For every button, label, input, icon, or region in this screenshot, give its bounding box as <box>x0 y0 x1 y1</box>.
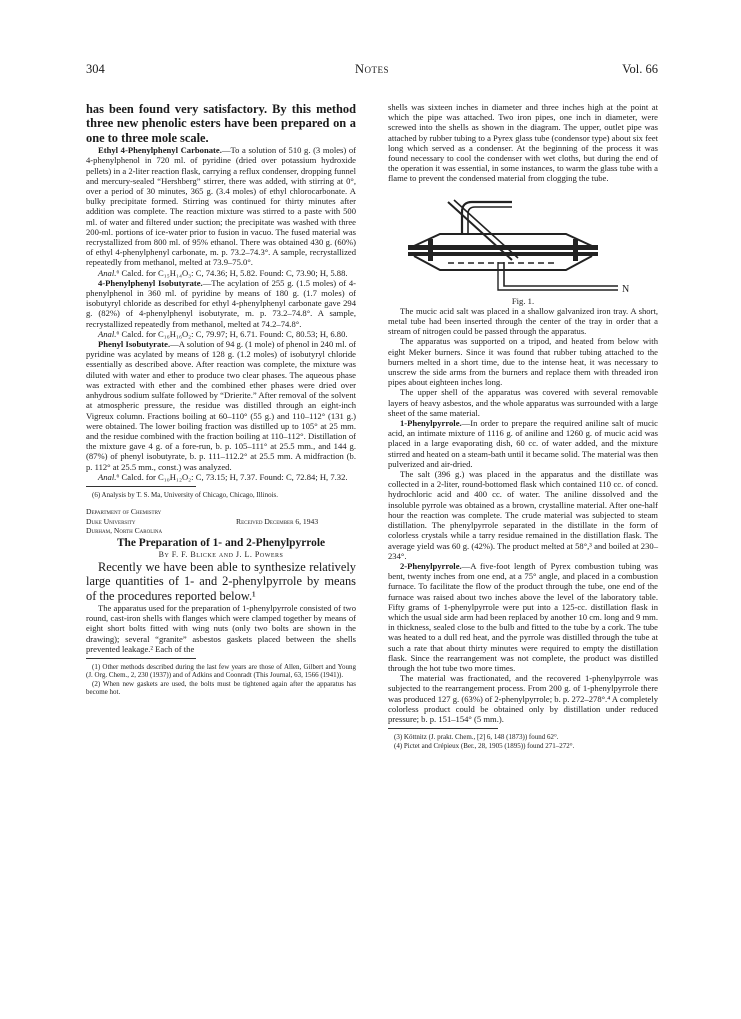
apparatus-diagram <box>388 190 658 296</box>
diagonal-tube <box>448 202 512 260</box>
page-number: 304 <box>86 62 105 76</box>
paragraph-text: ⁶ Calcd. for C₁₅H₁₄O₃: C, 74.36; H, 5.82. Found: C, 73.90; H, 5.88. <box>116 267 348 278</box>
analysis-label: Anal. <box>98 471 117 482</box>
address-line: Duke University <box>86 516 136 526</box>
paragraph-text: ⁶ Calcd. for C₁₀H₁₂O₂: C, 73.15; H, 7.37. Found: C, 72.84; H, 7.32. <box>116 471 348 482</box>
analysis-label: Anal. <box>98 328 117 339</box>
page-header <box>86 62 658 78</box>
volume-label: Vol. 66 <box>622 62 658 76</box>
nitrogen-label: N <box>622 283 630 295</box>
article-authors: By F. F. Blicke and J. L. Powers <box>158 549 284 559</box>
flange <box>408 245 598 250</box>
paragraph: The apparatus used for the preparation of 1-phenylpyrrole consisted of two round, cast-iron shells with flanges which were clamped together by means of eight short bolts fitted with wing nuts (only two bolts are shown in the drawing); several “granite” asbestos gaskets placed between the shells prevented leakage.² Each of the <box>86 602 356 654</box>
run-in-heading: Ethyl 4-Phenylphenyl Carbonate. <box>98 145 222 156</box>
article-title: The Preparation of 1- and 2-Phenylpyrrole <box>116 536 326 549</box>
analysis-paragraph <box>86 268 356 278</box>
paragraph: The mucic acid salt was placed in a shallow galvanized iron tray. A short, metal tube had been inserted through the center of the tray in order that a stream of nitrogen could be passed through the apparatus. <box>388 305 658 337</box>
address-block <box>86 507 356 535</box>
address-line: Department of Chemistry <box>86 507 162 517</box>
analysis-paragraph <box>86 472 356 482</box>
paragraph: The salt (396 g.) was placed in the apparatus and the distillate was collected in a 2-liter, round-bottomed flask which contained 110 cc. of concd. hydrochloric acid and 400 cc. of water. The aniline dissolved and the insoluble pyrrole was obtained as a brown, crystalline material. After one-half hour the reaction was complete. The crude material was subjected to steam distillation. The phenylpyrrole separated in the distillate in the form of colorless crystals while a tarry residue remained in the distillation flask. The average yield was 60 g. (42%). The product melted at 58°,³ and boiled at 230–234°. <box>388 469 658 561</box>
paragraph-text: —The acylation of 255 g. (1.5 moles) of 4-phenylphenol in 360 ml. of pyridine by means of 180 g. (1.7 moles) of isobutyryl chloride as described for ethyl 4-phenylphenyl carbonate gave 294 g. (82%) of 4-phenylphenyl isobutyrate, m. p. 73.2–74.8°. A sample, recrystallized repeatedly from methanol, melted at 74.2–74.8°. <box>86 277 356 329</box>
footnote: (6) Analysis by T. S. Ma, University of Chicago, Chicago, Illinois. <box>92 490 279 499</box>
bolt <box>573 239 578 261</box>
paragraph: The apparatus was supported on a tripod, and heated from below with eight Meker burners. Since it was found that rubber tubing attached to the burners melted in a short time, due to the intense heat, it was necessary to unscrew the side arms from the burners and replace them with threaded iron pipes about eighteen inches long. <box>388 336 658 388</box>
flange <box>408 252 598 256</box>
paragraph <box>86 339 356 472</box>
paragraph-text: ⁶ Calcd. for C₁₆H₁₆O₂: C, 79.97; H, 6.71. Found: C, 80.53; H, 6.80. <box>116 328 348 339</box>
paragraph <box>388 418 658 469</box>
nitrogen-pipe <box>504 262 618 286</box>
section-title: Notes <box>354 62 390 76</box>
paragraph <box>388 561 658 673</box>
apparatus-figure <box>388 190 658 296</box>
paragraph: shells was sixteen inches in diameter and three inches high at the point at which the pipe was attached. Two iron pipes, one inch in diameter, were screwed into the shells as shown in the diagram. The upper, outlet pipe was attached by rubber tubing to a Pyrex glass tube (condensor type) about six feet long which served as a condenser. At the beginning of the process it was found necessary to cool the condenser with wet cloths, but during the end of the operation it was essential, in some instances, to warm the glass tube with a flame to prevent the condensed material from clogging the tube. <box>388 102 658 184</box>
paragraph-text: —To a solution of 510 g. (3 moles) of 4-phenylphenol in 720 ml. of pyridine (dried over potassium hydroxide pellets) in a 2-liter reaction flask, carrying a reflux condenser, dropping funnel and mercury-sealed “Hershberg” stirrer, there was added, with stirring at 0°, over a period of 30 minutes, 365 g. (3.4 moles) of ethyl chlorocarbonate. A bulky precipitate formed. Stirring was continued for thirty minutes after addition was complete. The reaction mixture was stirred to a paste with 500 ml. of water and filtered under suction; the precipitate was washed with three 200-ml. portions of ice-water prior to fusion in vacuo. The fused material was recrystallized from 800 ml. of 95% ethanol. There was obtained 430 g. (60%) of ethyl 4-phenylphenyl carbonate, m. p. 73.2–74.3°. A sample, recrystallized repeatedly from methanol, melted at 73.9–75.0°. <box>86 145 356 268</box>
analysis-label: Anal. <box>98 267 117 278</box>
right-column <box>388 102 658 750</box>
footnote: (3) Köttnitz (J. prakt. Chem., [2] 6, 148 (1873)) found 62°. <box>394 733 559 742</box>
run-in-heading: 2-Phenylpyrrole. <box>400 560 462 571</box>
run-in-heading: Phenyl Isobutyrate. <box>98 339 171 350</box>
left-column <box>86 102 356 697</box>
bolt <box>428 239 433 261</box>
figure-caption: Fig. 1. <box>511 295 535 306</box>
paragraph: The material was fractionated, and the recovered 1-phenylpyrrole was subjected to the rearrangement process. From 200 g. of 1-phenylpyrrole there was produced 127 g. (63%) of 2-phenylpyrrole; b. p. 272–278°.⁴ A completely colorless product could be obtained only by distillation under reduced pressure; b. p. 151–154° (5 mm.). <box>388 673 658 724</box>
footnote-rule <box>86 486 196 487</box>
run-in-heading: 4-Phenylphenyl Isobutyrate. <box>98 277 203 288</box>
paragraph <box>86 278 356 329</box>
continuation-lead: has been found very satisfactory. By this method three new phenolic esters have been prepared on a one to three mole scale. <box>86 102 356 145</box>
received-date: Received December 6, 1943 <box>236 516 319 526</box>
footnote-rule <box>388 728 498 729</box>
paragraph-text: —In order to prepare the required aniline salt of mucic acid, an intimate mixture of 1116 g. of aniline and 1260 g. of mucic acid was placed in a large evaporating dish, 60 cc. of water added, and the mixture stirred and heated on a steam-bath until it became solid. The material was then pulverized and air-dried. <box>388 418 658 469</box>
outlet-pipe-inner <box>468 207 512 234</box>
footnote: (1) Other methods described during the last few years are those of Allen, Gilbert and Young (J. Org. Chem., 2, 230 (1937)) and of Adkins and Coonradt (This Journal, 63, 1566 (1941)). <box>86 662 356 680</box>
article-intro: Recently we have been able to synthesize relatively large quantities of 1- and 2-phenylpyrrole by means of the procedures reported below.¹ <box>86 559 356 603</box>
analysis-paragraph <box>86 329 356 339</box>
address-line: Durham, North Carolina <box>86 526 163 536</box>
paragraph-text: —A solution of 94 g. (1 mole) of phenol in 240 ml. of pyridine was acylated by means of 128 g. (1.2 moles) of isobutyryl chloride essentially as described above. After reaction was complete, the mixture was diluted with water and ether to produce two clear phases. The aqueous phase was extracted with ether and the combined ether phases were dried over anhydrous sodium sulfate followed by “Drierite.” After removal of the solvent at atmospheric pressure, the residue was distilled through an eight-inch Vigreux column. Fractions boiling at 60–110° (55 g.) and 110–112° (131 g.) were obtained. The lower boiling fraction was distilled up to 105° at 25 mm. and the residue combined with the fraction boiling at 110–112°. Distillation of the mixture gave 4 g. of a fore-run, b. p. 105–111° at 25.5 mm., and 144 g. (87%) of phenyl isobutyrate, b. p. 111–112.2° at 25.5 mm. A midfraction (b. p. 112° at 25.5 mm., const.) was analyzed. <box>86 339 356 472</box>
run-in-heading: 1-Phenylpyrrole. <box>400 418 462 429</box>
paragraph <box>86 145 356 267</box>
paragraph-text: —A five-foot length of Pyrex combustion tubing was bent, twenty inches from one end, at a 75° angle, and placed in a combustion furnace. To facilitate the flow of the product through the tube, one end of the furnace was raised about two inches above the level of the laboratory table. Fifty grams of 1-phenylpyrrole were put into a 125-cc. distillation flask in which the usual side arm had been replaced by another 10 cm. long and 9 mm. in thickness, sealed close to the bulb and fitted to the tube by a cork. The tube was heated to a dull red heat, and the pyrrole was distilled through the tube at such a rate that about thirty minutes were required to empty the distillation flask. Since the rearrangement was not complete, the product was distilled through the hot tube two more times. <box>388 560 658 673</box>
footnote-rule <box>86 658 196 659</box>
paragraph: The upper shell of the apparatus was covered with several removable layers of heavy asbestos, and the whole apparatus was surrounded with a large sheet of the same material. <box>388 387 658 418</box>
footnote: (4) Pictet and Crépieux (Ber., 28, 1905 (1895)) found 271–272°. <box>394 741 575 750</box>
footnote: (2) When new gaskets are used, the bolts must be tightened again after the apparatus has become hot. <box>86 679 356 697</box>
